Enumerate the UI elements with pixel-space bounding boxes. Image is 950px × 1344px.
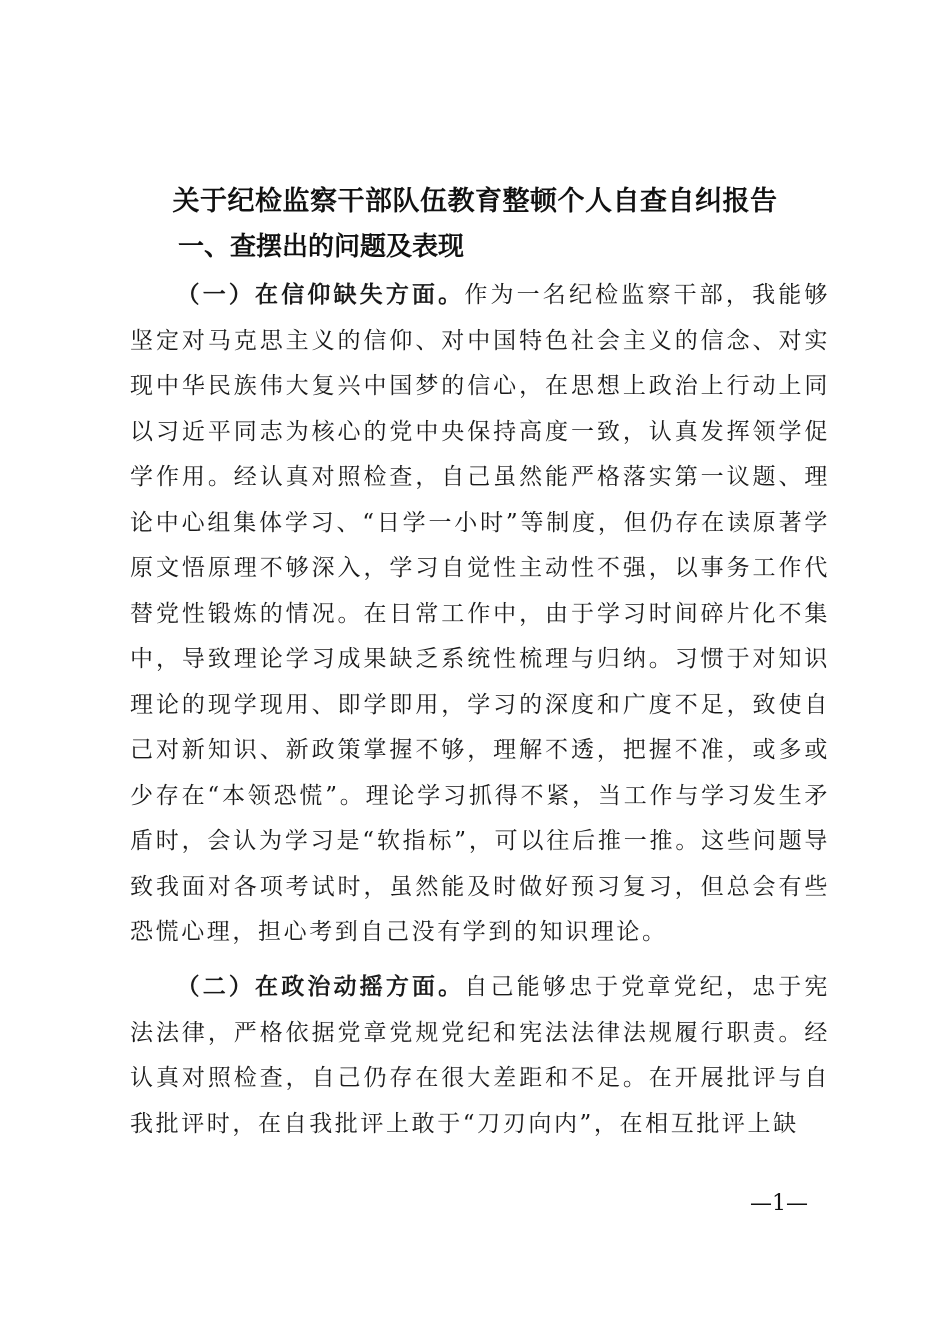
paragraph-lead: （二）在政治动摇方面。 <box>176 973 465 1000</box>
page-number: —1— <box>750 1191 808 1216</box>
document-title: 关于纪检监察干部队伍教育整顿个人自查自纠报告 <box>172 186 778 217</box>
paragraph-politics <box>130 964 830 1147</box>
paragraph-faith <box>130 272 830 956</box>
paragraph-lead: （一）在信仰缺失方面。 <box>176 281 465 308</box>
paragraph-body: 自己能够忠于党章党纪，忠于宪法法律，严格依据党章党规党纪和宪法法律法规履行职责。经认真对照检查，自己仍存在很大差距和不足。在开展批评与自我批评时，在自我批评上敢于“刀刃向内”，在相互批评上缺 <box>130 974 830 1137</box>
section-heading: 一、查摆出的问题及表现 <box>178 232 465 262</box>
paragraph-body: 作为一名纪检监察干部，我能够坚定对马克思主义的信仰、对中国特色社会主义的信念、对实现中华民族伟大复兴中国梦的信心，在思想上政治上行动上同以习近平同志为核心的党中央保持高度一致，认真发挥领学促学作用。经认真对照检查，自己虽然能严格落实第一议题、理论中心组集体学习、“日学一小时”等制度，但仍存在读原著学原文悟原理不够深入，学习自觉性主动性不强，以事务工作代替党性锻炼的情况。在日常工作中，由于学习时间碎片化不集中，导致理论学习成果缺乏系统性梳理与归纳。习惯于对知识理论的现学现用、即学即用，学习的深度和广度不足，致使自己对新知识、新政策掌握不够，理解不透，把握不准，或多或少存在“本领恐慌”。理论学习抓得不紧，当工作与学习发生矛盾时，会认为学习是“软指标”，可以往后推一推。这些问题导致我面对各项考试时，虽然能及时做好预习复习，但总会有些恐慌心理，担心考到自己没有学到的知识理论。 <box>130 282 830 945</box>
